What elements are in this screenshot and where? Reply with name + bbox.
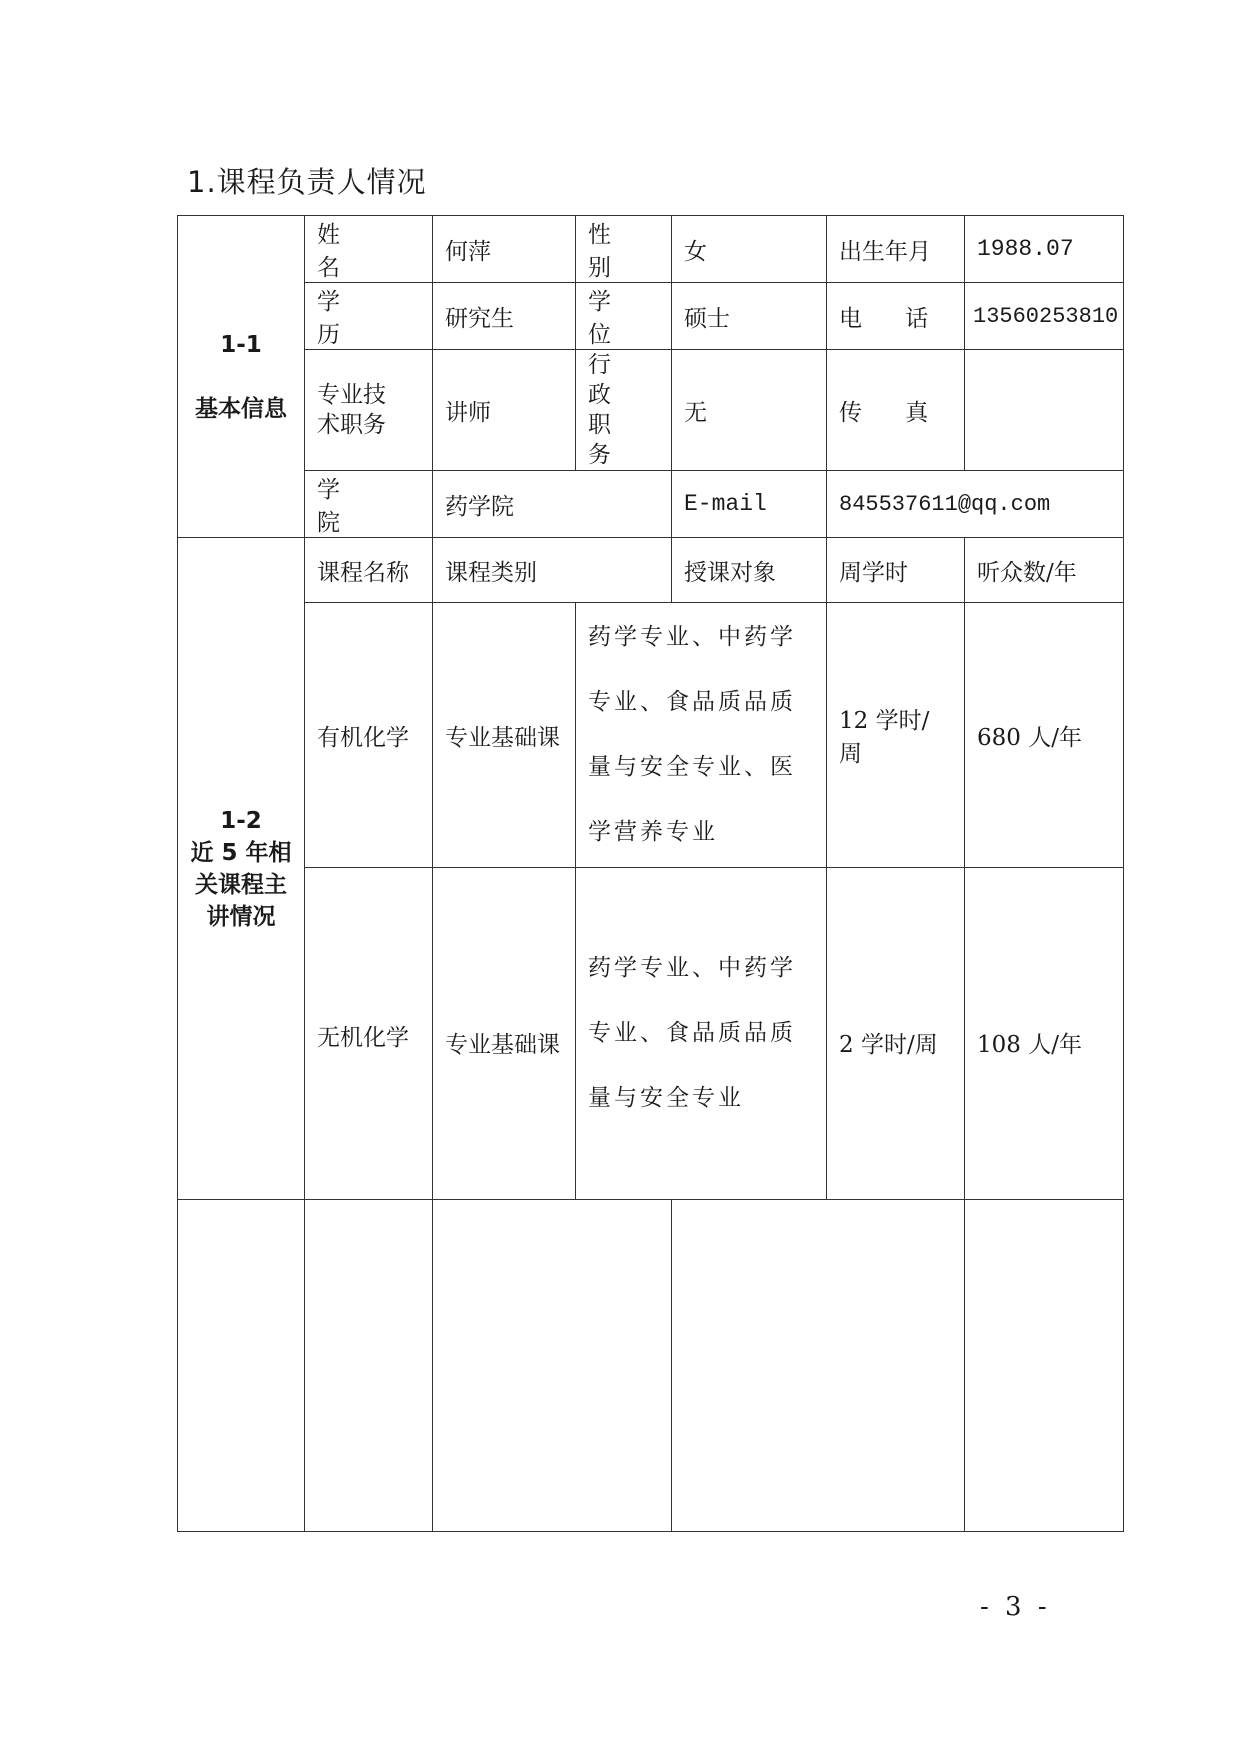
table-row [178,868,1124,1200]
college-label: 学 院 [305,471,433,538]
page-heading: 1.课程负责人情况 [187,165,427,199]
course-category: 专业基础课 [433,868,576,1200]
education-value: 研究生 [433,283,576,350]
fax-label: 传 真 [827,350,965,471]
section-basic-title: 基本信息 [195,395,287,422]
birth-label: 出生年月 [827,216,965,283]
admin-label: 行 政 职 务 [576,350,672,471]
education-label: 学 历 [305,283,433,350]
header-listeners: 听众数/年 [965,538,1124,603]
gender-label: 性 别 [576,216,672,283]
admin-value: 无 [672,350,827,471]
course-audience: 药学专业、中药学专业、食品质品质量与安全专业、医学营养专业 [576,603,827,868]
phone-value: 13560253810 [965,283,1124,350]
empty-cell [433,1200,672,1532]
section-courses-number: 1-2 [220,807,262,834]
empty-cell [672,1200,965,1532]
table-row [178,603,1124,868]
name-label: 姓 名 [305,216,433,283]
course-listeners: 680 人/年 [965,603,1124,868]
header-course-category: 课程类别 [433,538,672,603]
course-name: 有机化学 [305,603,433,868]
course-name: 无机化学 [305,868,433,1200]
page-number: - 3 - [980,1592,1051,1622]
course-hours: 2 学时/周 [827,868,965,1200]
empty-cell [305,1200,433,1532]
header-course-name: 课程名称 [305,538,433,603]
fax-value [965,350,1124,471]
degree-value: 硕士 [672,283,827,350]
title-label: 专业技 术职务 [305,350,433,471]
header-audience: 授课对象 [672,538,827,603]
section-basic-number: 1-1 [220,331,262,358]
phone-label: 电 话 [827,283,965,350]
email-value: 845537611@qq.com [827,471,1124,538]
course-audience: 药学专业、中药学专业、食品质品质量与安全专业 [576,868,827,1200]
course-category: 专业基础课 [433,603,576,868]
title-value: 讲师 [433,350,576,471]
empty-row [178,1200,1124,1532]
empty-cell [178,1200,305,1532]
section-basic-info-label [178,216,305,538]
birth-value: 1988.07 [965,216,1124,283]
section-courses-label: 1-2 近 5 年相 关课程主 讲情况 [178,538,305,1200]
empty-cell [965,1200,1124,1532]
gender-value: 女 [672,216,827,283]
email-label: E-mail [672,471,827,538]
header-weekly-hours: 周学时 [827,538,965,603]
course-listeners: 108 人/年 [965,868,1124,1200]
course-hours: 12 学时/周 [827,603,965,868]
course-leader-table [177,215,1124,1532]
name-value: 何萍 [433,216,576,283]
degree-label: 学 位 [576,283,672,350]
college-value: 药学院 [433,471,672,538]
